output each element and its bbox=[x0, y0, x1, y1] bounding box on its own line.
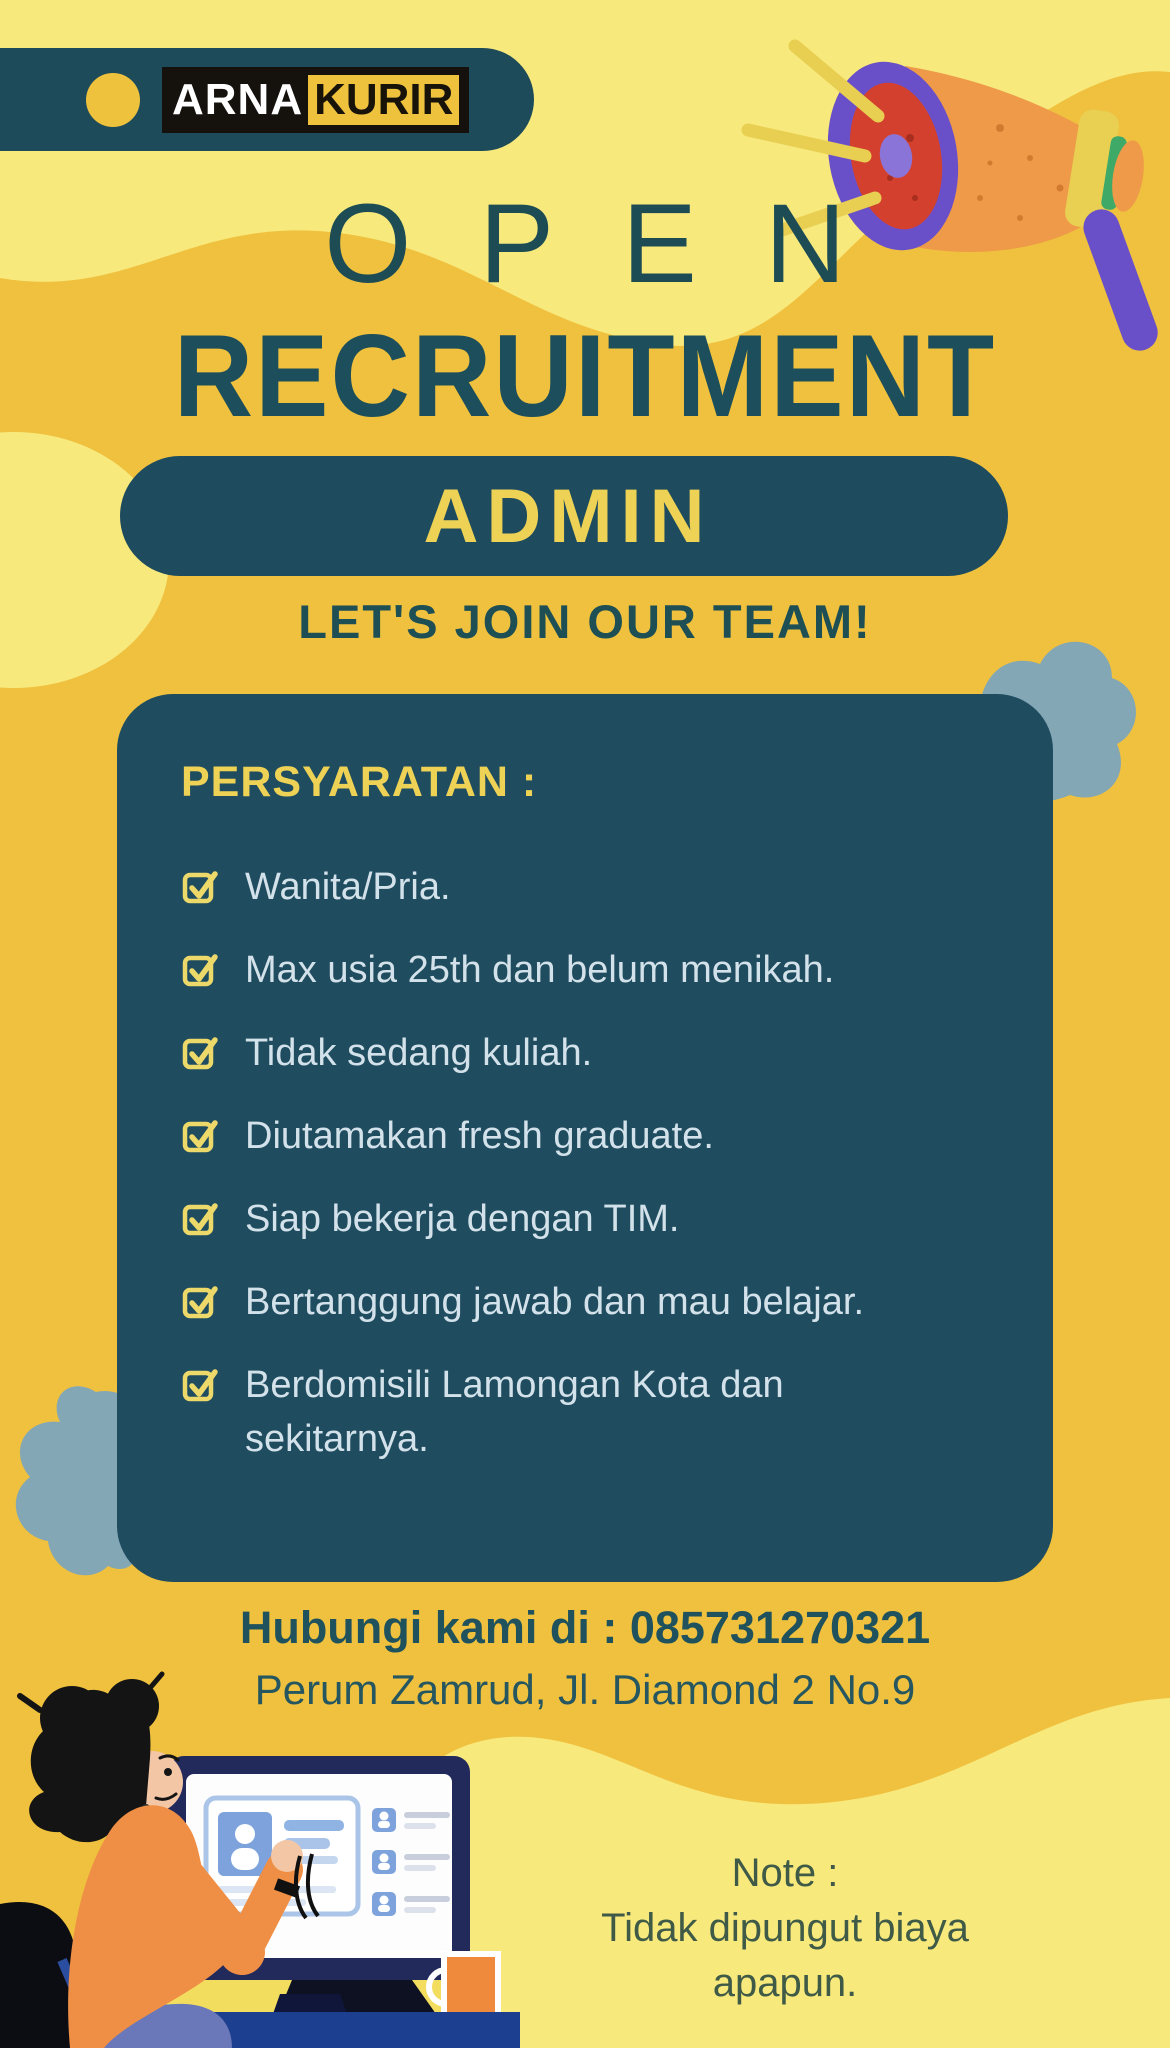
checkbox-icon bbox=[181, 1033, 219, 1071]
requirement-item bbox=[181, 1359, 995, 1467]
checkbox-icon bbox=[181, 1282, 219, 1320]
contact-address: Perum Zamrud, Jl. Diamond 2 No.9 bbox=[254, 1666, 916, 1713]
requirements-heading: PERSYARATAN : bbox=[181, 758, 538, 806]
checkbox-icon bbox=[181, 950, 219, 988]
note-heading: Note : bbox=[731, 1851, 839, 1895]
requirement-item bbox=[181, 1193, 995, 1247]
note-block bbox=[555, 1846, 1015, 2012]
requirement-text: Diutamakan fresh graduate. bbox=[245, 1114, 714, 1157]
requirement-text: Max usia 25th dan belum menikah. bbox=[245, 948, 835, 991]
requirement-item bbox=[181, 861, 995, 915]
checkbox-icon bbox=[181, 1199, 219, 1237]
requirement-item bbox=[181, 1110, 995, 1164]
brand-pill bbox=[0, 48, 534, 151]
title-open: OPEN bbox=[324, 181, 914, 306]
brand-name-arna: ARNA bbox=[172, 74, 304, 124]
woman-at-computer-illustration bbox=[0, 1660, 520, 2048]
requirement-text: Bertanggung jawab dan mau belajar. bbox=[245, 1280, 865, 1323]
checkbox-icon bbox=[181, 1365, 219, 1403]
checkbox-icon bbox=[181, 867, 219, 905]
requirement-text: Siap bekerja dengan TIM. bbox=[245, 1197, 680, 1240]
requirements-list bbox=[181, 861, 995, 1467]
requirement-item bbox=[181, 1276, 995, 1330]
brand-dot-icon bbox=[86, 73, 140, 127]
requirement-item bbox=[181, 944, 995, 998]
brand-name-kurir: KURIR bbox=[308, 75, 459, 125]
tagline: LET'S JOIN OUR TEAM! bbox=[298, 595, 872, 648]
requirement-text: Wanita/Pria. bbox=[245, 866, 451, 908]
brand-logo bbox=[162, 67, 469, 133]
checkbox-icon bbox=[181, 1116, 219, 1154]
position-badge-label: ADMIN bbox=[423, 473, 713, 559]
title-recruitment: RECRUITMENT bbox=[173, 311, 997, 442]
note-text-line: apapun. bbox=[712, 1961, 858, 2006]
requirement-item bbox=[181, 1027, 995, 1081]
requirements-card bbox=[117, 694, 1053, 1582]
note-text-line: Tidak dipungut biaya bbox=[601, 1906, 969, 1951]
contact-phone: Hubungi kami di : 085731270321 bbox=[239, 1602, 931, 1653]
requirement-text: Berdomisili Lamongan Kota dan sekitarnya. bbox=[245, 1363, 784, 1460]
position-badge bbox=[120, 456, 1008, 576]
requirement-text: Tidak sedang kuliah. bbox=[245, 1031, 593, 1074]
